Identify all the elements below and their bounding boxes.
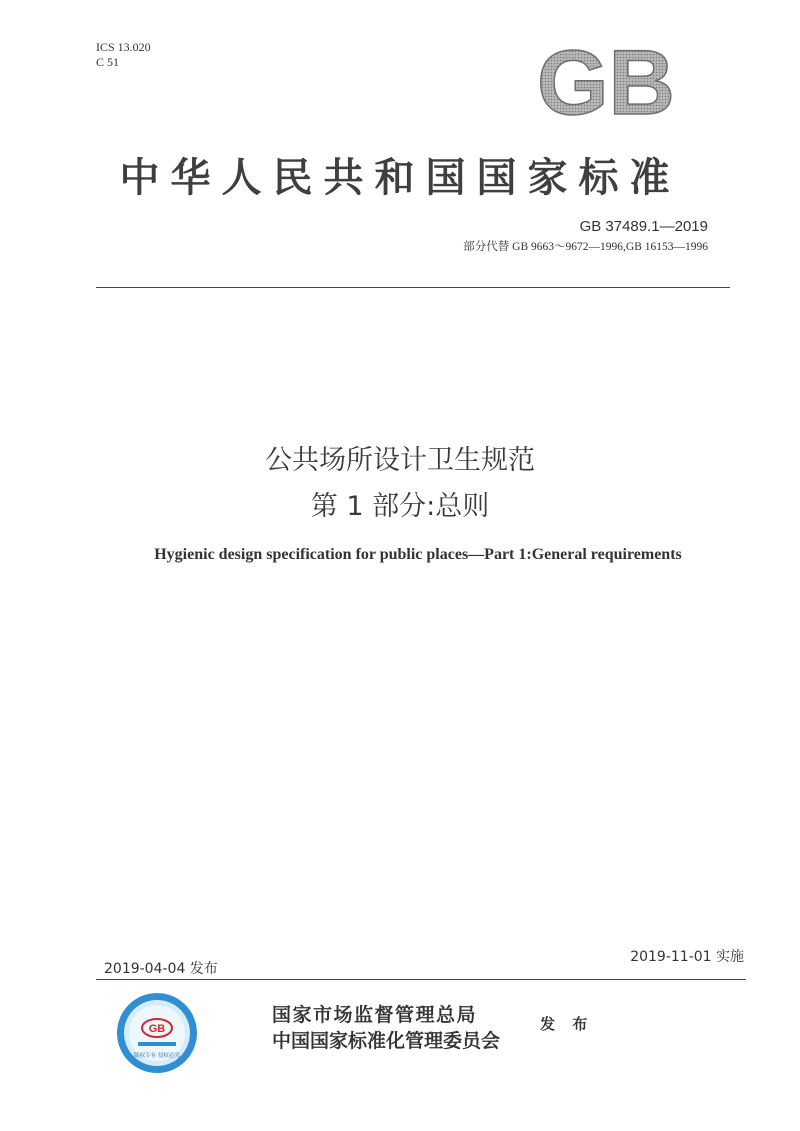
gb-logo-text: GB [537,38,675,124]
anti-counterfeit-seal [116,992,198,1074]
national-standard-title: 中华人民共和国国家标准 [119,155,681,201]
issuer-sac: 中国国家标准化管理委员会 [272,1030,501,1052]
implement-date: 2019-11-01 实施 [630,949,744,965]
footer-divider [96,979,746,980]
replaces-note: 部分代替 GB 9663～9672—1996,GB 16153—1996 [463,241,708,253]
standard-number: GB 37489.1—2019 [579,218,708,235]
title-en: Hygienic design specification for public places—Part 1:General requirements [154,546,682,563]
gb-logo [526,38,686,124]
issuer-samr: 国家市场监督管理总局 [272,1004,478,1026]
publish-date: 2019-04-04 发布 [104,961,218,977]
seal-logo-text: GB [148,1023,166,1035]
title-zh-line2: 第 1 部分:总则 [310,491,490,522]
classification-codes [96,40,151,70]
title-zh-line1: 公共场所设计卫生规范 [265,445,535,476]
header-divider [96,287,730,288]
ccs-code: C 51 [96,55,120,69]
issue-label: 发 布 [540,1015,594,1033]
ics-code: ICS 13.020 [96,40,151,54]
seal-bottom-text: 版权专有 侵权必究 [134,1053,180,1059]
